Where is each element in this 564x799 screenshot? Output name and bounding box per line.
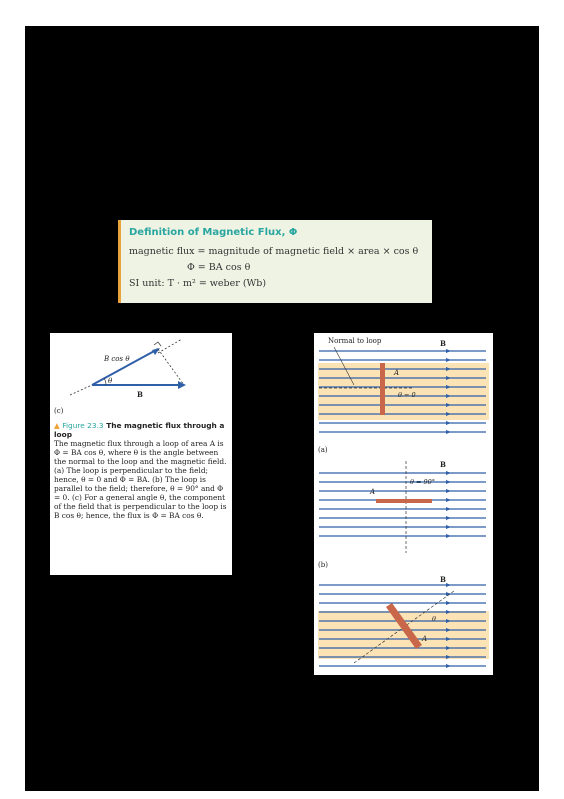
field-arrowhead [446, 516, 451, 520]
projection-line [158, 349, 184, 385]
field-arrowhead [446, 601, 451, 605]
dashed-normal-extension [158, 339, 182, 353]
field-arrowhead [446, 489, 451, 493]
field-arrowhead [446, 525, 451, 529]
theta0-label: θ = 0 [398, 391, 416, 399]
highlight-band-c [318, 611, 489, 659]
field-arrowhead [446, 430, 451, 434]
field-arrowhead [446, 498, 451, 502]
figure-left-card [50, 333, 232, 575]
a-label-c: A [422, 635, 428, 643]
field-arrowhead [446, 534, 451, 538]
field-arrowhead [446, 583, 451, 587]
field-arrowhead [446, 421, 451, 425]
field-arrowhead [446, 480, 451, 484]
panel-label-a: (a) [318, 446, 328, 454]
definition-equation: Φ = BA cos θ [187, 262, 251, 273]
b-label-c: B [440, 575, 446, 584]
figure-caption [54, 421, 230, 520]
theta-label: θ [108, 377, 113, 385]
field-arrowhead [446, 349, 451, 353]
b-label-a: B [440, 339, 446, 348]
caption-triangle-icon: ▲ [54, 421, 60, 430]
caption-body: The magnetic flux through a loop of area A is Φ = BA cos θ, where θ is the angle between the normal to the loop and the magnetic field. (a) The loop is perpendicular to the field; hence, θ = 0 and Φ = BA. (b) The loop is parallel to the field; therefore, θ = 90° and Φ = 0. (c) For a general angle θ, the component of the field that is perpendicular to the loop is B cos θ; hence, the flux is Φ = BA cos θ. [54, 439, 227, 520]
theta90-label: θ = 90° [410, 478, 436, 486]
a-label-a: A [394, 369, 400, 377]
panel-label-b: (b) [318, 561, 328, 569]
figure-right-card [314, 333, 493, 675]
caption-figure-number: Figure 23.3 [62, 421, 104, 430]
vector-diagram [50, 333, 232, 407]
field-lines-b [319, 471, 486, 538]
b-label-b: B [440, 460, 446, 469]
field-arrowhead [446, 664, 451, 668]
right-angle-marker [154, 342, 161, 346]
a-label-b: A [370, 488, 376, 496]
bcos-label: B cos θ [104, 355, 130, 363]
bcos-arrowhead [152, 348, 160, 355]
definition-si-unit: SI unit: T · m² = weber (Wb) [129, 278, 267, 289]
loop-a [380, 363, 385, 415]
field-arrowhead [446, 592, 451, 596]
dashed-normal-line [70, 385, 92, 395]
theta-arc [104, 378, 106, 385]
field-arrowhead [446, 507, 451, 511]
field-arrowhead [446, 358, 451, 362]
definition-box [118, 220, 432, 303]
field-diagrams [314, 333, 493, 675]
theta-label-c: θ [432, 615, 436, 623]
definition-title: Definition of Magnetic Flux, Φ [129, 227, 298, 238]
b-label: B [137, 390, 143, 399]
field-arrowhead [446, 471, 451, 475]
caption-heading: The magnetic flux through a loop [54, 421, 225, 439]
definition-line-1: magnetic flux = magnitude of magnetic field × area × cos θ [129, 246, 419, 257]
normal-label: Normal to loop [328, 337, 382, 345]
loop-b [376, 499, 432, 503]
caption-title [54, 421, 230, 439]
panel-label-c: (c) [54, 407, 64, 415]
